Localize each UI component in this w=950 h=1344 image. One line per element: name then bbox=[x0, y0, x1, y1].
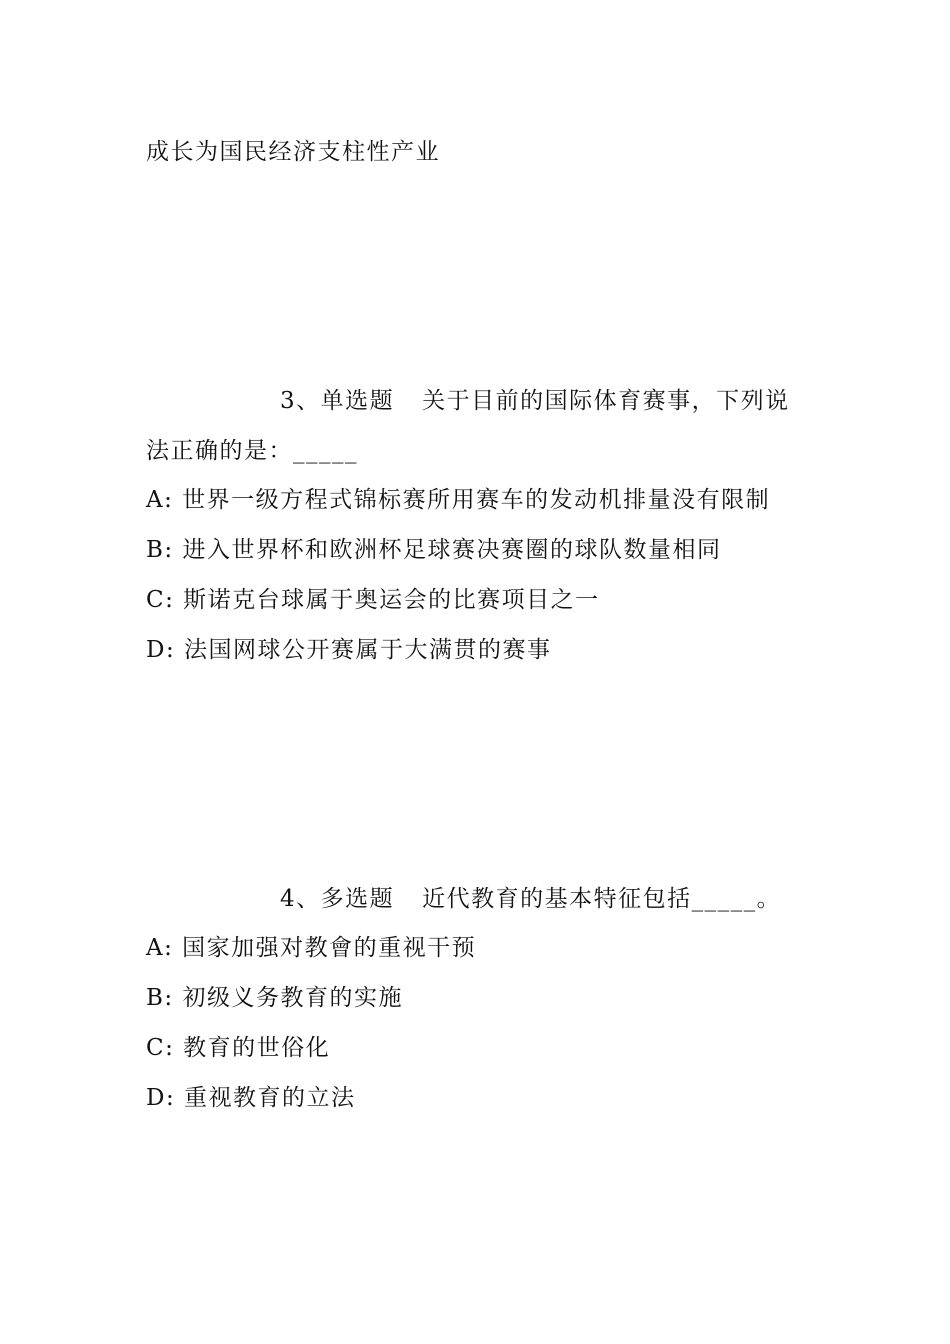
option-text: 斯诺克台球属于奥运会的比赛项目之一 bbox=[183, 587, 600, 613]
question-4-option-a bbox=[146, 933, 476, 963]
question-3-number: 3、单选题 bbox=[280, 388, 395, 414]
option-text: 教育的世俗化 bbox=[183, 1035, 331, 1061]
question-4-option-b bbox=[146, 983, 403, 1013]
question-4-number: 4、多选题 bbox=[280, 886, 395, 912]
option-label: D: bbox=[146, 1085, 176, 1111]
option-label: B: bbox=[146, 985, 174, 1011]
option-text: 世界一级方程式锦标赛所用赛车的发动机排量没有限制 bbox=[182, 487, 771, 513]
question-3-stem-line2: 法正确的是：_____ bbox=[146, 438, 358, 464]
continued-text bbox=[146, 137, 440, 167]
option-label: A: bbox=[146, 487, 174, 513]
option-label: C: bbox=[146, 1035, 175, 1061]
question-3-stem-line1: 关于目前的国际体育赛事，下列说 bbox=[422, 388, 790, 414]
question-3-option-c bbox=[146, 585, 600, 615]
option-text: 重视教育的立法 bbox=[184, 1085, 356, 1111]
question-3-option-b bbox=[146, 535, 721, 565]
question-4-option-d bbox=[146, 1083, 356, 1113]
question-3-option-a bbox=[146, 485, 770, 515]
option-label: B: bbox=[146, 537, 174, 563]
question-4-stem: 近代教育的基本特征包括_____。 bbox=[422, 886, 782, 912]
option-text: 初级义务教育的实施 bbox=[182, 985, 403, 1011]
option-text: 进入世界杯和欧洲杯足球赛决赛圈的球队数量相同 bbox=[182, 537, 722, 563]
option-label: C: bbox=[146, 587, 175, 613]
option-label: A: bbox=[146, 935, 174, 961]
question-3-stem-continued bbox=[146, 436, 358, 466]
question-4-option-c bbox=[146, 1033, 330, 1063]
option-label: D: bbox=[146, 637, 176, 663]
question-3-header bbox=[280, 386, 790, 416]
option-text: 法国网球公开赛属于大满贯的赛事 bbox=[184, 637, 552, 663]
question-4-header bbox=[280, 884, 781, 914]
continued-text-content: 成长为国民经济支柱性产业 bbox=[146, 139, 440, 165]
question-3-option-d bbox=[146, 635, 552, 665]
option-text: 国家加强对教會的重视干预 bbox=[182, 935, 477, 961]
